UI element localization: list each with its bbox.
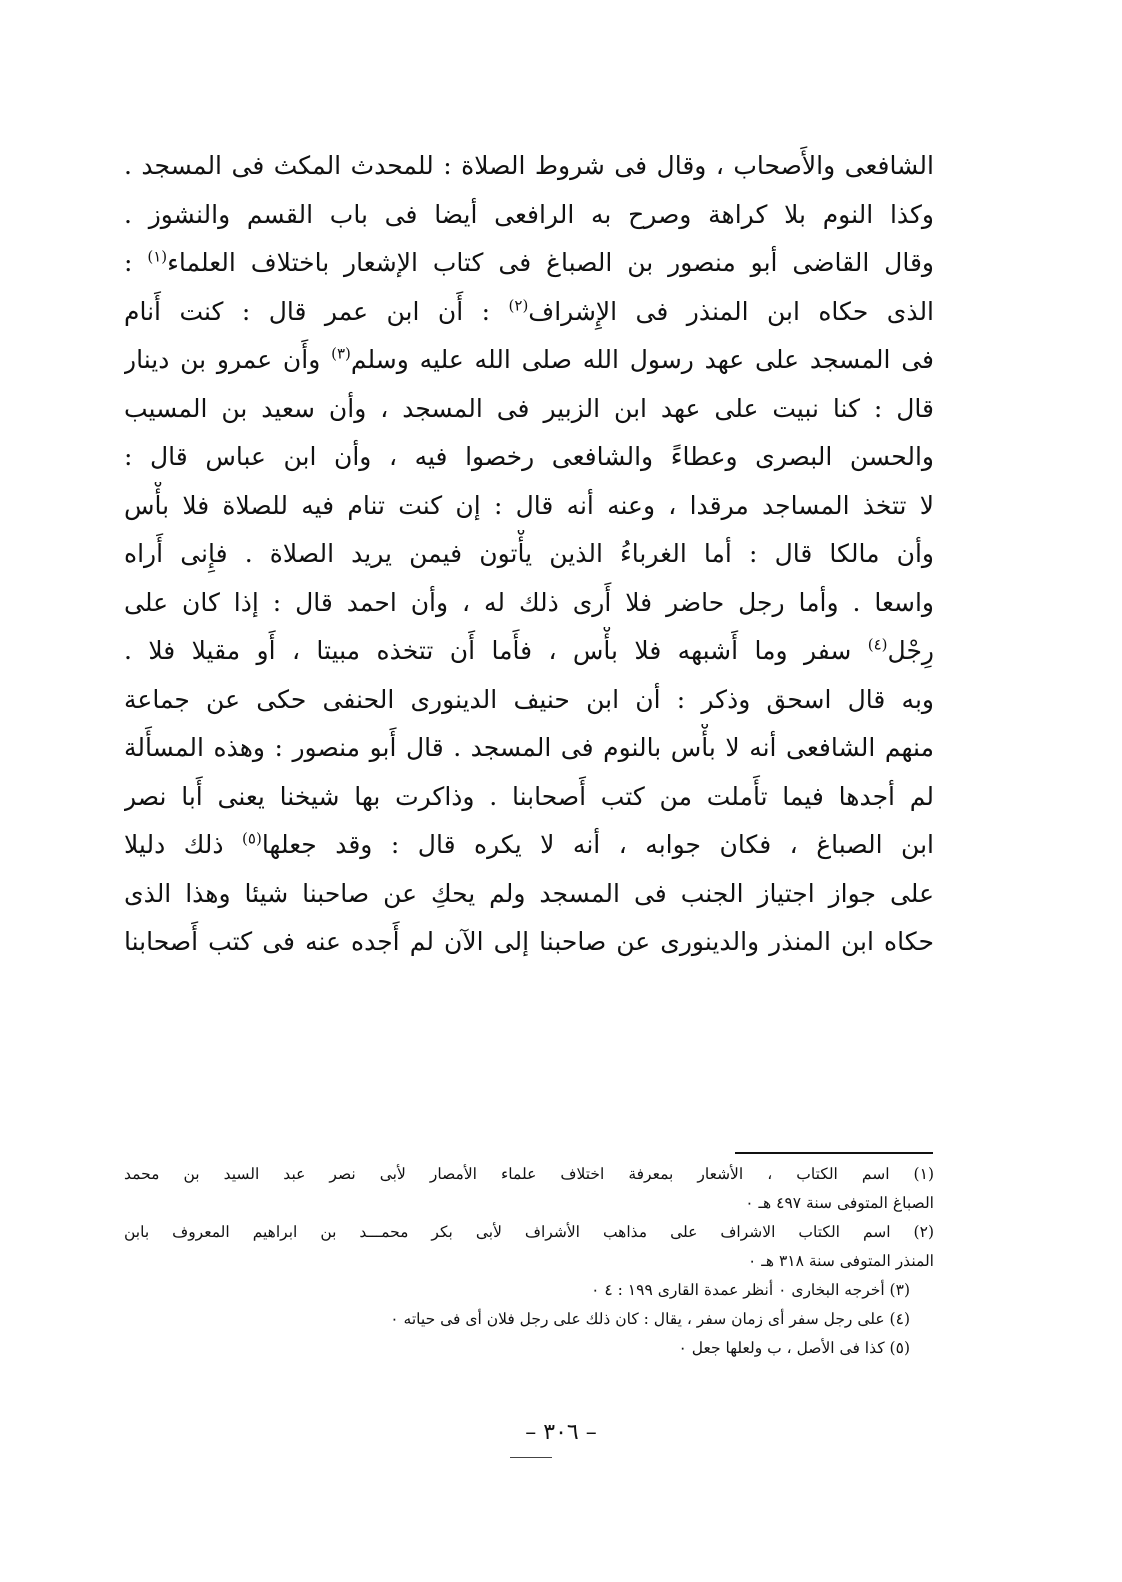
text-segment: الذى حكاه ابن المنذر فى الإِشراف bbox=[528, 296, 934, 326]
text-line: وأن مالكا قال : أما الغرباءُ الذين يأْتون فيمن يريد الصلاة . فإِنى أَراه bbox=[124, 539, 934, 568]
text-segment: رِجْل bbox=[887, 636, 934, 665]
page-number-underline bbox=[510, 1457, 552, 1458]
text-line bbox=[124, 821, 934, 870]
text-segment: وقال القاضى أبو منصور بن الصباغ فى كتاب الإشعار باختلاف العلماء bbox=[167, 248, 934, 277]
text-line: منهم الشافعى أنه لا بأْس بالنوم فى المسجد . قال أَبو منصور : وهذه المسأَلة bbox=[124, 733, 934, 762]
footnote-line: (١) اسم الكتاب ، الأشعار بمعرفة اختلاف علماء الأمصار لأبى نصر عبد السيد بن محمد bbox=[124, 1165, 934, 1183]
footnote-marker: (٥) bbox=[242, 829, 262, 848]
text-line: قال : كنا نبيت على عهد ابن الزبير فى المسجد ، وأن سعيد بن المسيب bbox=[124, 393, 934, 423]
text-line bbox=[124, 288, 934, 337]
footnote-marker: (١) bbox=[147, 247, 168, 266]
text-segment: فى المسجد على عهد رسول الله صلى الله عليه وسلم bbox=[350, 345, 934, 374]
text-line: وكذا النوم بلا كراهة وصرح به الرافعى أيضا فى باب القسم والنشوز . bbox=[124, 199, 934, 229]
footnote-line: (٥) كذا فى الأصل ، ب ولعلها جعل ٠ bbox=[678, 1339, 910, 1357]
footnote-marker: (٢) bbox=[508, 296, 529, 315]
text-line: لا تتخذ المساجد مرقدا ، وعنه أنه قال : إن كنت تنام فيه للصلاة فلا بأْس bbox=[124, 490, 934, 520]
footnote-line: (٣) أخرجه البخارى ٠ أنظر عمدة القارى ١٩٩ : ٤ ٠ bbox=[591, 1281, 910, 1299]
text-segment: سفر وما أَشبهه فلا بأْس ، فأَما أَن تتخذه مبيتا ، أَو مقيلا فلا . bbox=[124, 636, 852, 665]
page-number: – ٣٠٦ – bbox=[525, 1420, 597, 1445]
text-line: حكاه ابن المنذر والدينورى عن صاحبنا إلى الآن لم أَجده عنه فى كتب أَصحابنا bbox=[124, 927, 934, 956]
text-segment: : أَن ابن عمر قال : كنت أَنام bbox=[124, 296, 491, 326]
text-line: لم أجدها فيما تأَملت من كتب أَصحابنا . وذاكرت بها شيخنا يعنى أَبا نصر bbox=[124, 781, 934, 811]
text-segment: ذلك دليلا bbox=[124, 830, 224, 859]
text-line: واسعا . وأما رجل حاضر فلا أَرى ذلك له ، وأن احمد قال : إذا كان على bbox=[124, 587, 934, 617]
text-segment: وأَن عمرو بن دينار bbox=[124, 345, 321, 374]
text-segment: : bbox=[124, 248, 133, 277]
text-line bbox=[124, 627, 934, 676]
footnote-line: المنذر المتوفى سنة ٣١٨ هـ ٠ bbox=[748, 1252, 934, 1270]
text-line: والحسن البصرى وعطاءً والشافعى رخصوا فيه ، وأن ابن عباس قال : bbox=[124, 442, 934, 471]
footnote-separator bbox=[735, 1152, 933, 1154]
footnote-marker: (٣) bbox=[331, 344, 351, 363]
text-line: الشافعى والأَصحاب ، وقال فى شروط الصلاة : للمحدث المكث فى المسجد . bbox=[124, 151, 934, 180]
text-line: وبه قال اسحق وذكر : أن ابن حنيف الدينورى الحنفى حكى عن جماعة bbox=[124, 684, 934, 714]
footnote-marker: (٤) bbox=[867, 635, 888, 654]
main-text-body bbox=[124, 142, 934, 967]
text-line: على جواز اجتياز الجنب فى المسجد ولم يحكِ عن صاحبنا شيئا وهذا الذى bbox=[124, 878, 934, 908]
footnotes bbox=[124, 1160, 934, 1363]
footnote-line: (٤) على رجل سفر أى زمان سفر ، يقال : كان ذلك على رجل فلان أى فى حياته ٠ bbox=[390, 1310, 910, 1328]
text-line bbox=[124, 239, 934, 288]
text-line bbox=[124, 336, 934, 385]
text-segment: ابن الصباغ ، فكان جوابه ، أنه لا يكره قال : وقد جعلها bbox=[261, 830, 934, 859]
footnote-line: الصباغ المتوفى سنة ٤٩٧ هـ ٠ bbox=[745, 1194, 934, 1212]
footnote-line: (٢) اسم الكتاب الاشراف على مذاهب الأشراف لأبى بكر محمـــد بن ابراهيم المعروف بابن bbox=[124, 1223, 934, 1241]
